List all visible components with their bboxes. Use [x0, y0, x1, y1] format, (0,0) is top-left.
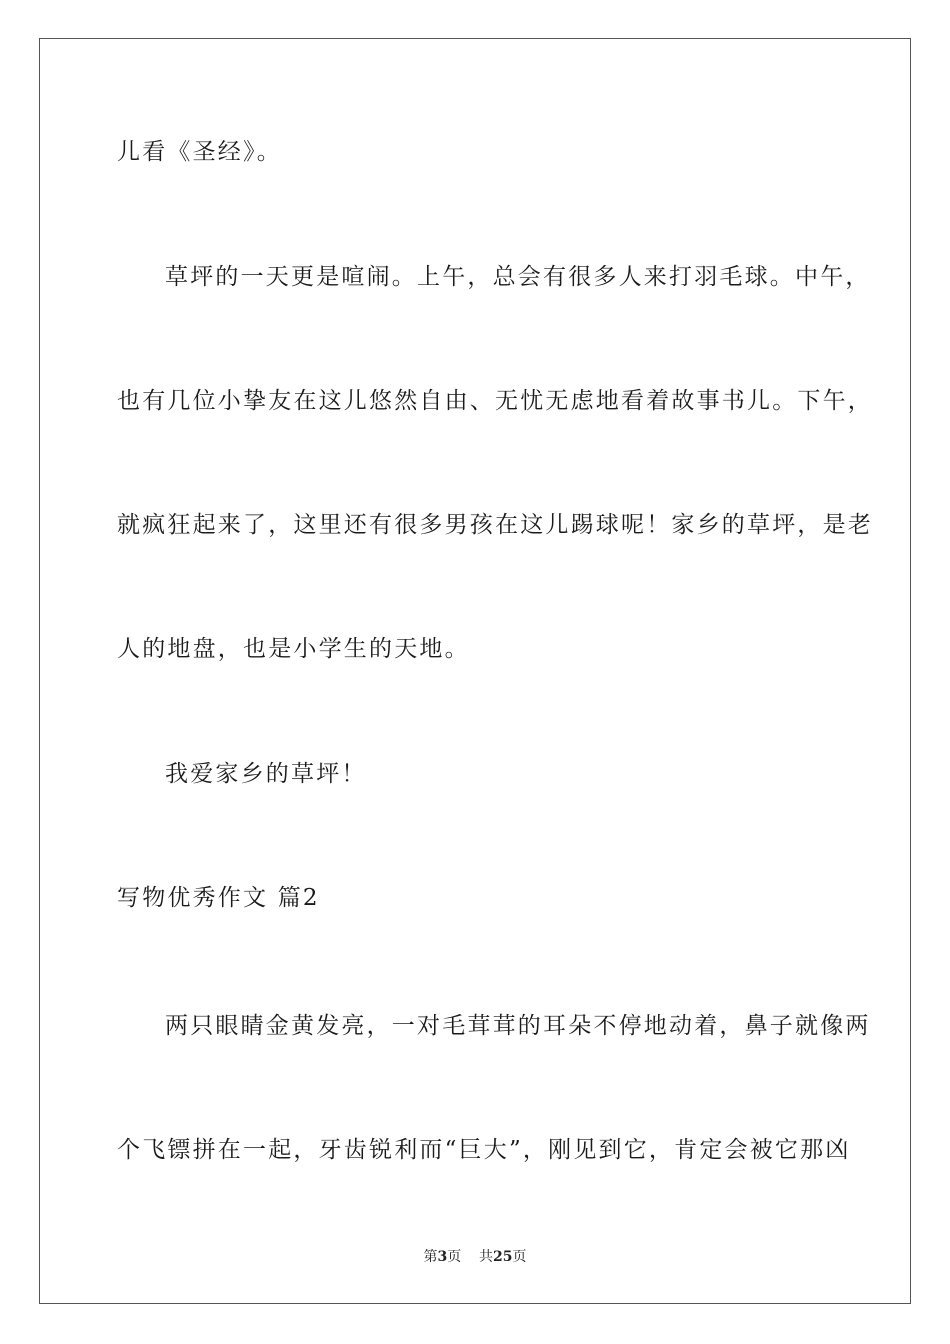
- footer-page-current: 3: [437, 1249, 448, 1265]
- footer-page-total: 25: [493, 1249, 513, 1265]
- footer-total-suffix: 页: [512, 1249, 527, 1265]
- footer-page-mid: 页: [447, 1249, 462, 1265]
- body-line-6: 我爱家乡的草坪！: [165, 761, 367, 787]
- body-line-9: 个飞镖拼在一起，牙齿锐利而“巨大”，刚见到它，肯定会被它那凶: [117, 1137, 851, 1163]
- body-line-8: 两只眼睛金黄发亮，一对毛茸茸的耳朵不停地动着，鼻子就像两: [165, 1013, 871, 1039]
- body-line-2: 草坪的一天更是喧闹。上午，总会有很多人来打羽毛球。中午，: [165, 264, 871, 290]
- footer-total-prefix: 共: [479, 1249, 494, 1265]
- body-line-3: 也有几位小挚友在这儿悠然自由、无忧无虑地看着故事书儿。下午，: [117, 388, 873, 414]
- footer-page-prefix: 第: [423, 1249, 438, 1265]
- page-border: [39, 38, 911, 1304]
- body-line-5: 人的地盘，也是小学生的天地。: [117, 636, 470, 662]
- body-line-1: 儿看《圣经》。: [117, 139, 282, 165]
- page-footer: [0, 1248, 950, 1266]
- body-line-4: 就疯狂起来了，这里还有很多男孩在这儿踢球呢！家乡的草坪，是老: [117, 512, 873, 538]
- section-heading: 写物优秀作文 篇2: [117, 885, 320, 911]
